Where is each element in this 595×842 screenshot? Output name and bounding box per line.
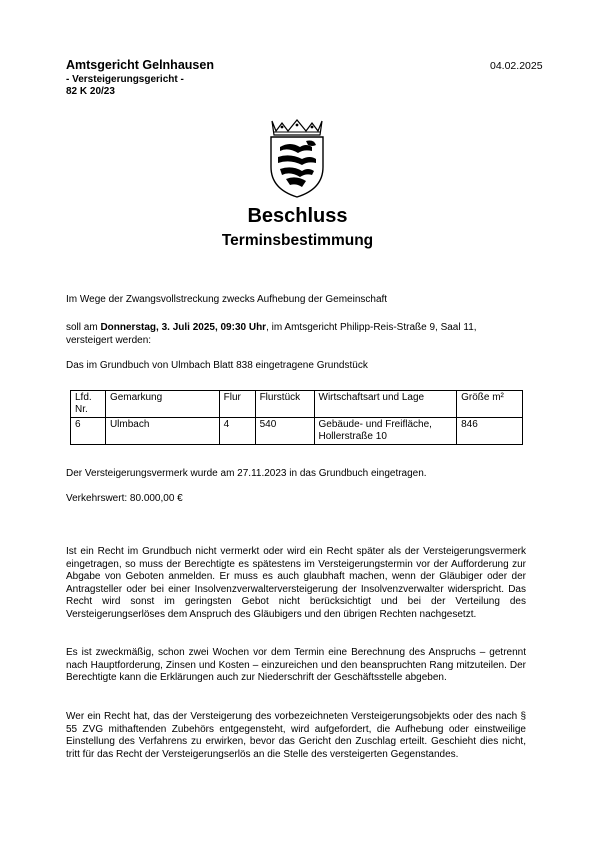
paragraph-claim-calculation: Es ist zweckmäßig, schon zwei Wochen vor dem Termin eine Berechnung des Anspruchs – getrennt nach Hauptforderung, Zinsen und Kosten – einzureichen und den beanspruchten Rang mitzuteilen. Der Berechtigte kann die Erklärungen auch zur Niederschrift der Geschäftsstelle abgeben.: [66, 647, 526, 683]
table-row: [71, 418, 523, 445]
header-flurstueck: Flurstück: [255, 391, 314, 418]
cell-groesse: 846: [457, 418, 523, 445]
cell-flur: 4: [219, 418, 255, 445]
appointment-prefix: soll am: [66, 322, 101, 333]
court-name: Amtsgericht Gelnhausen: [66, 58, 214, 72]
cell-lfd-nr: 6: [71, 418, 106, 445]
property-table: [70, 390, 523, 445]
document-date: 04.02.2025: [490, 60, 543, 72]
intro-text: Im Wege der Zwangsvollstreckung zwecks Aufhebung der Gemeinschaft: [66, 294, 388, 305]
header-flur: Flur: [219, 391, 255, 418]
appointment-text: [66, 322, 526, 347]
appointment-location: , im Amtsgericht Philipp-Reis-Straße 9, Saal 11,: [266, 322, 477, 333]
property-intro: Das im Grundbuch von Ulmbach Blatt 838 eingetragene Grundstück: [66, 360, 368, 371]
market-value: Verkehrswert: 80.000,00 €: [66, 493, 183, 504]
document-title: Beschluss: [247, 205, 348, 227]
hesse-coat-of-arms-icon: [266, 117, 328, 199]
paragraph-rights-registration: Ist ein Recht im Grundbuch nicht vermerkt oder wird ein Recht später als der Versteigerungsvermerk eingetragen, so muss der Berechtigte es spätestens im Versteigerungstermin vor der Aufforderung zur Abgabe von Geboten anmelden. Er muss es auch glaubhaft machen, wenn der Gläubiger oder der Antragsteller oder bei einer Insolvenzverwalterversteigerung der Insolvenzverwalter widerspricht. Das Recht wird sonst im geringsten Gebot nicht berücksichtigt und bei der Verteilung des Versteigerungserlöses dem Anspruch des Gläubigers und den übrigen Rechten nachgesetzt.: [66, 546, 526, 620]
document-subtitle: Terminsbestimmung: [221, 232, 374, 249]
header-groesse: Größe m²: [457, 391, 523, 418]
header-wirtschaftsart: Wirtschaftsart und Lage: [314, 391, 457, 418]
appointment-date-time: Donnerstag, 3. Juli 2025, 09:30 Uhr: [100, 322, 267, 333]
cell-gemarkung: Ulmbach: [105, 418, 219, 445]
table-header-row: [71, 391, 523, 418]
case-number: 82 K 20/23: [66, 86, 115, 97]
court-department: - Versteigerungsgericht -: [66, 74, 184, 85]
cell-wirtschaftsart: Gebäude- und Freifläche, Hollerstraße 10: [314, 418, 457, 445]
cell-flurstueck: 540: [255, 418, 314, 445]
header-lfd-nr: Lfd. Nr.: [71, 391, 106, 418]
paragraph-conflicting-rights: Wer ein Recht hat, das der Versteigerung des vorbezeichneten Versteigerungsobjekts oder des nach § 55 ZVG mithaftenden Zubehörs entgegensteht, wird aufgefordert, die Aufhebung oder einstweilige Einstellung des Verfahrens zu erwirken, bevor das Gericht den Zuschlag erteilt. Geschieht dies nicht, tritt für das Recht der Versteigerungserlös an die Stelle des versteigerten Gegenstandes.: [66, 711, 526, 760]
appointment-line2: versteigert werden:: [66, 334, 152, 346]
header-gemarkung: Gemarkung: [105, 391, 219, 418]
registration-note: Der Versteigerungsvermerk wurde am 27.11.2023 in das Grundbuch eingetragen.: [66, 468, 427, 479]
